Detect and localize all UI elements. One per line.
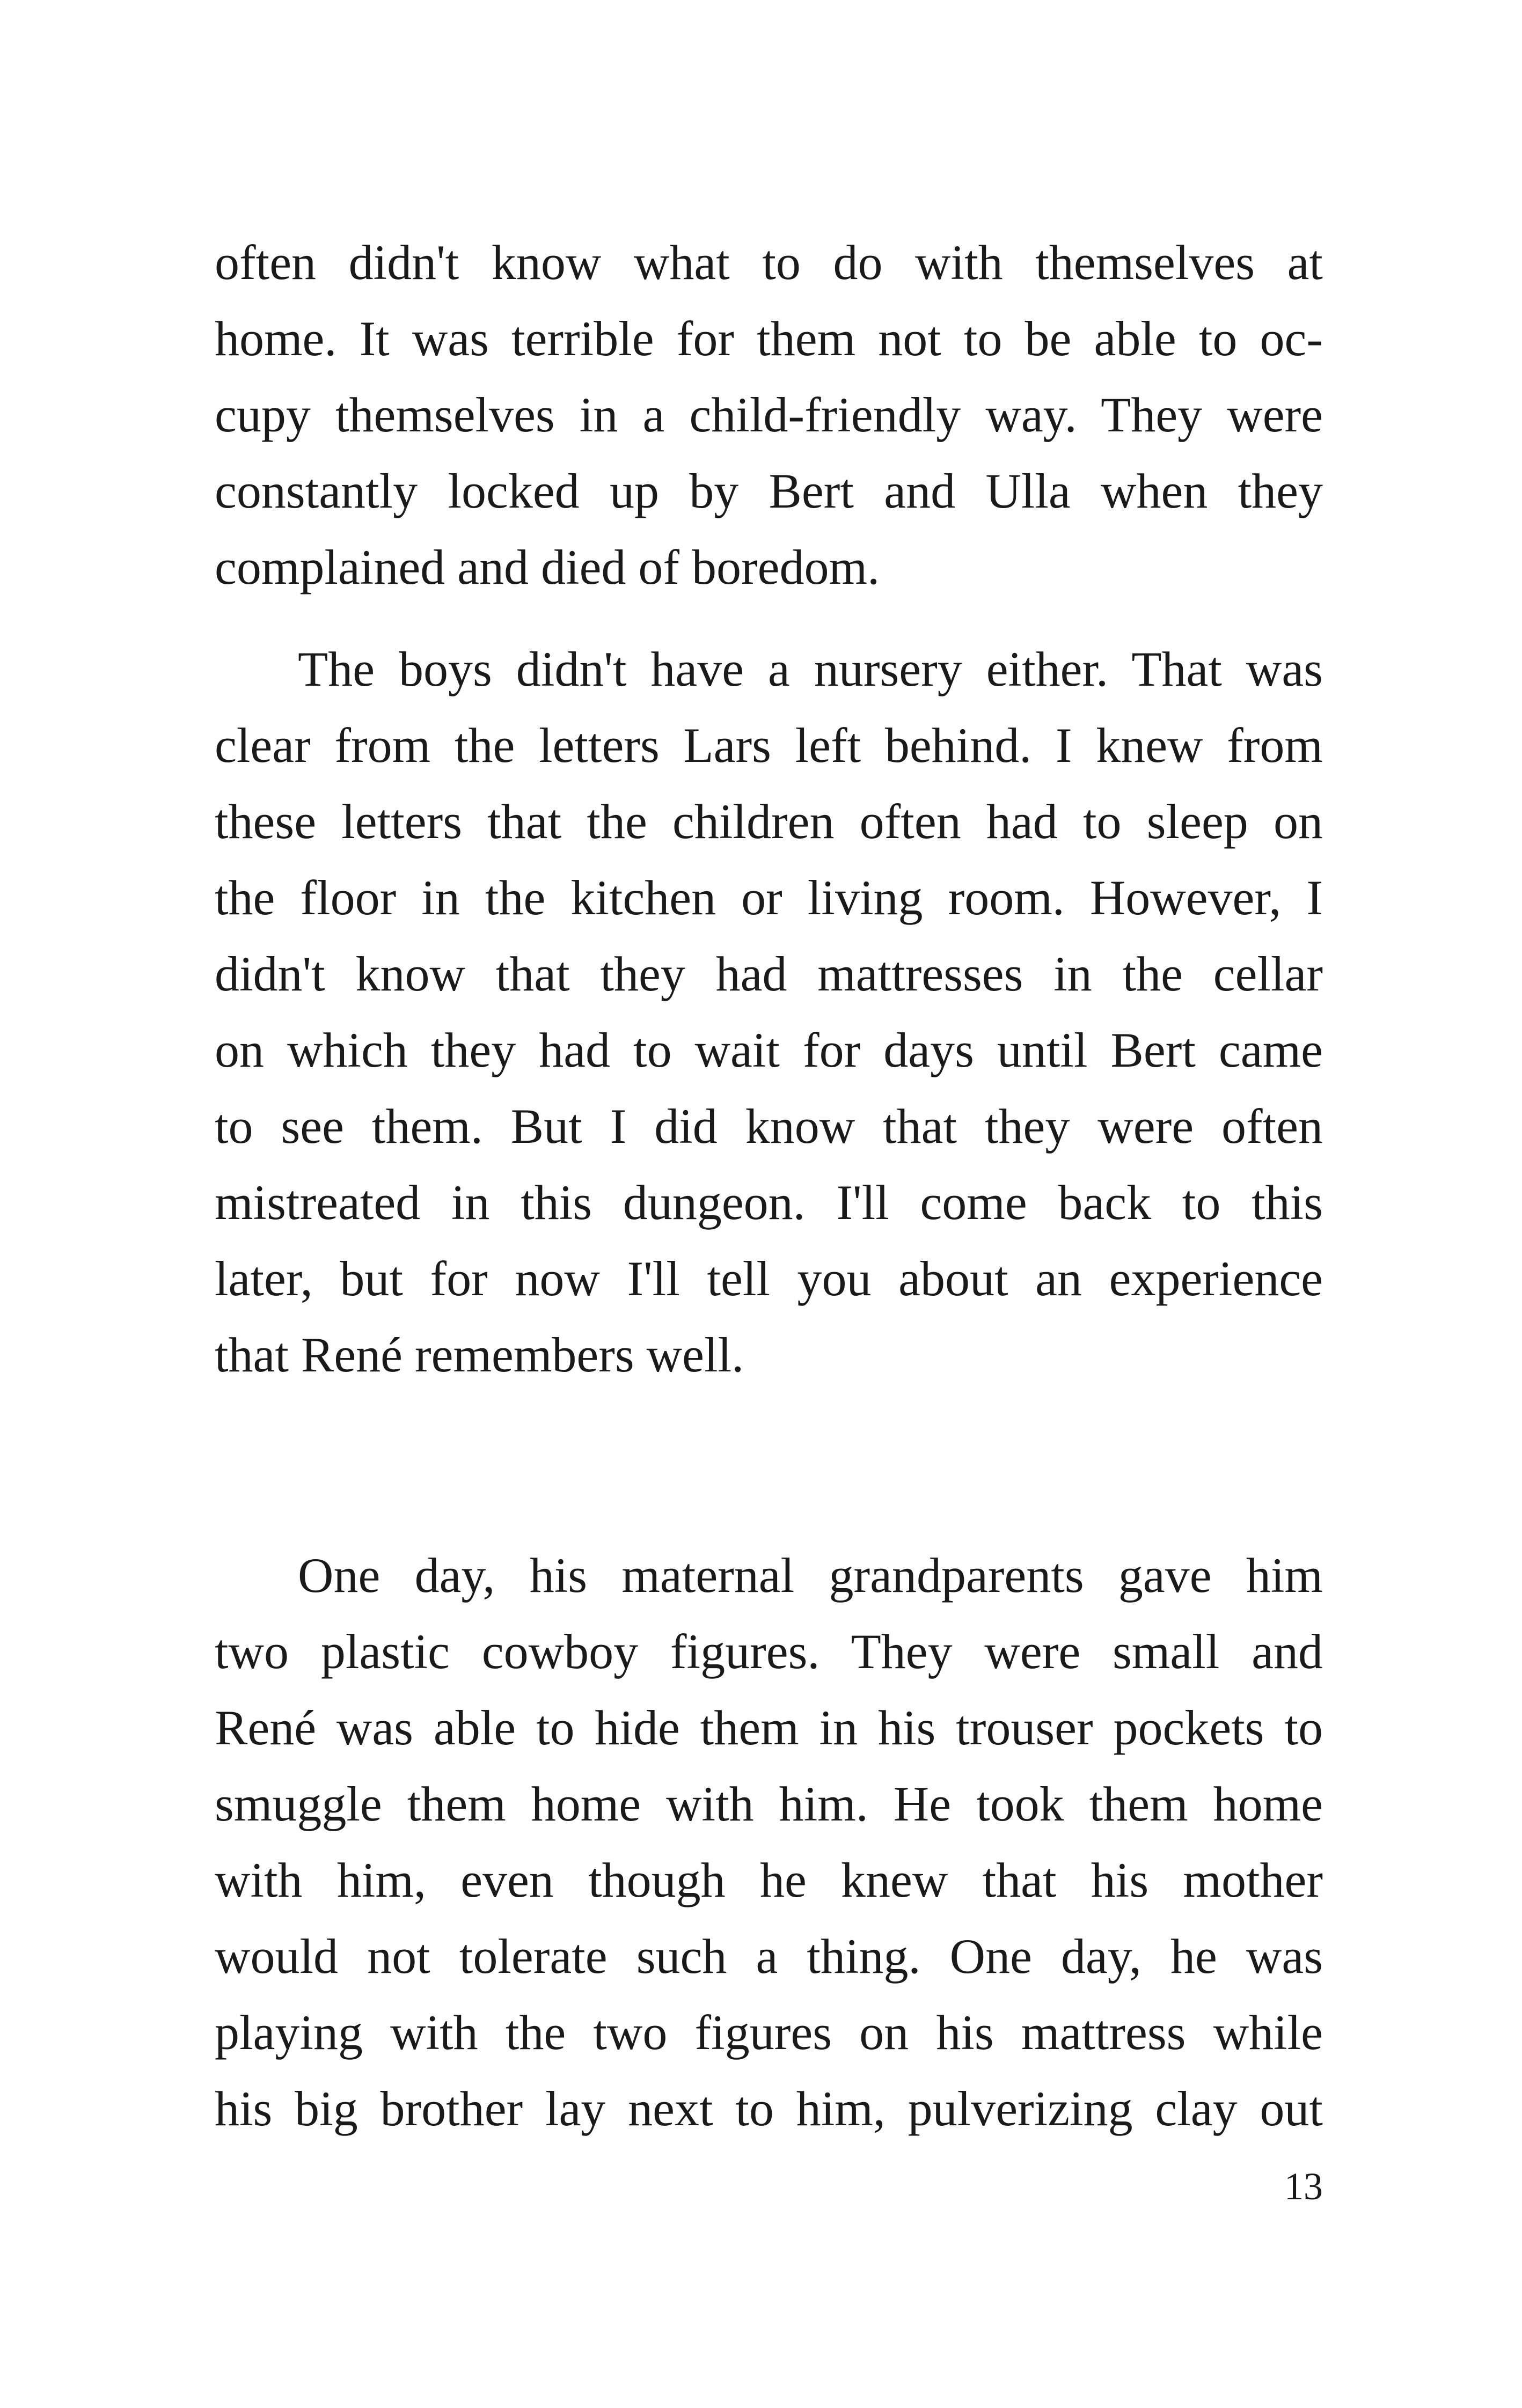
text-line: clear from the letters Lars left behind. I knew from: [215, 718, 1323, 773]
paragraph-2: [215, 631, 1323, 1393]
text-line: home. It was terrible for them not to be able to oc-: [215, 311, 1323, 366]
text-line: to see them. But I did know that they were often: [215, 1099, 1323, 1154]
text-line: cupy themselves in a child-friendly way. They were: [215, 387, 1323, 442]
text-line: constantly locked up by Bert and Ulla when they: [215, 464, 1323, 518]
text-line: two plastic cowboy figures. They were small and: [215, 1624, 1323, 1679]
paragraph-3: [215, 1537, 1323, 2147]
text-line: One day, his maternal grandparents gave him: [298, 1548, 1323, 1603]
text-line: that René remembers well.: [215, 1327, 744, 1382]
page-number: 13: [1284, 2165, 1323, 2208]
text-line: didn't know that they had mattresses in the cellar: [215, 946, 1323, 1001]
text-line: René was able to hide them in his trouser pockets to: [215, 1700, 1323, 1755]
text-line: smuggle them home with him. He took them home: [215, 1776, 1323, 1831]
text-line: these letters that the children often had to sleep on: [215, 794, 1323, 849]
text-line: often didn't know what to do with themselves at: [215, 235, 1323, 290]
text-line: mistreated in this dungeon. I'll come back to this: [215, 1175, 1323, 1230]
text-line: complained and died of boredom.: [215, 540, 880, 594]
text-line: on which they had to wait for days until Bert came: [215, 1023, 1323, 1077]
text-line: playing with the two figures on his mattress while: [215, 2005, 1323, 2060]
text-line: would not tolerate such a thing. One day, he was: [215, 1929, 1323, 1984]
text-line: the floor in the kitchen or living room. However, I: [215, 870, 1323, 925]
text-line: The boys didn't have a nursery either. That was: [298, 642, 1323, 696]
text-line: with him, even though he knew that his mother: [215, 1853, 1323, 1907]
text-line: later, but for now I'll tell you about an experience: [215, 1251, 1323, 1306]
text-line: his big brother lay next to him, pulverizing clay out: [215, 2081, 1323, 2136]
paragraph-1: [215, 224, 1323, 605]
